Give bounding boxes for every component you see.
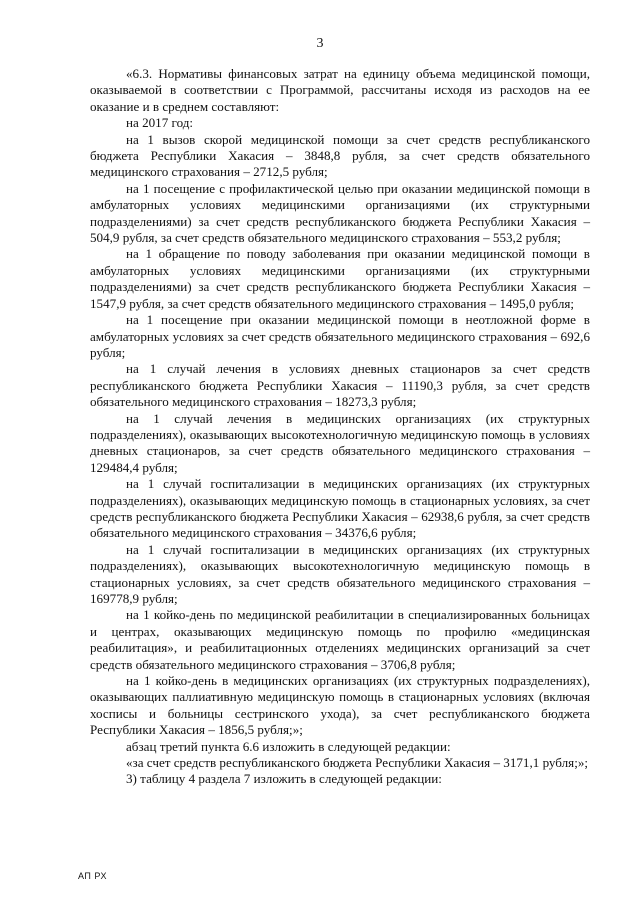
paragraph: 3) таблицу 4 раздела 7 изложить в следующей редакции:: [126, 771, 442, 787]
paragraph: на 1 вызов скорой медицинской помощи за счет средств республиканского бюджета Республики Хакасия – 3848,8 рубля, за счет средств обязательного медицинского страхования – 2712,5 рубля;: [90, 131, 590, 180]
paragraph: на 2017 год:: [126, 115, 194, 131]
paragraph: «за счет средств республиканского бюджета Республики Хакасия – 3171,1 рубля;»;: [126, 755, 589, 771]
paragraph: «6.3. Нормативы финансовых затрат на единицу объема медицинской помощи, оказываемой в соответствии с Программой, рассчитаны исходя из расходов на ее оказание и в среднем составляют:: [90, 66, 590, 114]
paragraph: абзац третий пункта 6.6 изложить в следующей редакции:: [126, 738, 451, 754]
footer-mark: АП РХ: [78, 871, 107, 881]
page-number: 3: [316, 36, 324, 51]
paragraph: на 1 койко-день по медицинской реабилитации в специализированных больницах и центрах, оказывающих медицинскую помощь по профилю «медицинская реабилитация», и реабилитационных отделениях медицинских организаций за счет средств обязательного медицинского страхования – 3706,8 рубля;: [90, 607, 590, 672]
document-body: [90, 66, 590, 788]
paragraph: на 1 койко-день в медицинских организациях (их структурных подразделениях), оказывающих паллиативную медицинскую помощь в стационарных условиях (включая хосписы и больницы сестринского ухода), за счет республиканского бюджета Республики Хакасия – 1856,5 рубля;»;: [90, 673, 590, 738]
paragraph: на 1 случай госпитализации в медицинских организациях (их структурных подразделениях), оказывающих медицинскую помощь в стационарных условиях, за счет средств республиканского бюджета Республики Хакасия – 62938,6 рубля, за счет средств обязательного медицинского страхования – 34376,6 рубля;: [90, 476, 590, 541]
paragraph: на 1 обращение по поводу заболевания при оказании медицинской помощи в амбулаторных условиях медицинскими организациями (их структурными подразделениями) за счет средств республиканского бюджета Республики Хакасия – 1547,9 рубля, за счет средств обязательного медицинского страхования – 1495,0 рубля;: [90, 246, 590, 311]
paragraph: на 1 случай лечения в медицинских организациях (их структурных подразделениях), оказывающих высокотехнологичную медицинскую помощь в условиях дневных стационаров, за счет средств обязательного медицинского страхования – 129484,4 рубля;: [90, 410, 590, 475]
paragraph: на 1 случай лечения в условиях дневных стационаров за счет средств республиканского бюджета Республики Хакасия – 11190,3 рубля, за счет средств обязательного медицинского страхования – 18273,3 рубля;: [90, 361, 590, 410]
paragraph: на 1 посещение при оказании медицинской помощи в неотложной форме в амбулаторных условиях за счет средств обязательного медицинского страхования – 692,6 рубля;: [90, 312, 590, 360]
paragraph: на 1 посещение с профилактической целью при оказании медицинской помощи в амбулаторных условиях медицинскими организациями (их структурными подразделениями) за счет средств республиканского бюджета Республики Хакасия – 504,9 рубля, за счет средств обязательного медицинского страхования – 553,2 рубля;: [90, 180, 590, 246]
paragraph: на 1 случай госпитализации в медицинских организациях (их структурных подразделениях), оказывающих высокотехнологичную медицинскую помощь в стационарных условиях, за счет средств обязательного медицинского страхования – 169778,9 рубля;: [90, 541, 590, 606]
